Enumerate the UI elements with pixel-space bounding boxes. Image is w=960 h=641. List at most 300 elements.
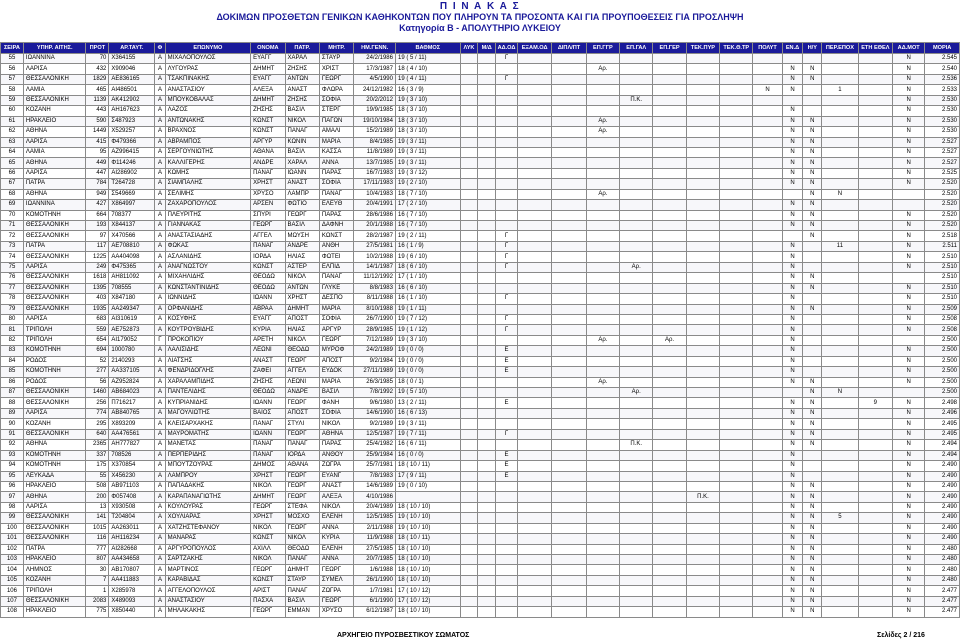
table-cell [478,252,496,262]
table-cell: 2.477 [925,586,960,596]
table-cell [620,64,653,74]
table-cell: 60 [1,106,24,116]
table-cell: 2.533 [925,85,960,95]
table-cell [460,419,478,429]
table-cell: 28/9/1985 [354,325,396,335]
table-cell: 19 ( 10 / 10) [395,523,460,533]
table-cell [517,534,551,544]
table-cell [822,221,858,231]
table-cell: 427 [86,200,109,210]
table-cell [653,607,686,617]
table-cell: ΣΟΦΙΑ [319,314,353,324]
table-cell: Α [155,74,165,84]
table-cell: Γ [155,335,165,345]
table-cell [620,346,653,356]
table-cell: 6/1/1990 [354,596,396,606]
table-cell [720,492,753,502]
table-cell: ΑΓΓΕΛΟΠΟΥΛΟΣ [165,586,250,596]
table-cell: 19 ( 3 / 11) [395,137,460,147]
table-cell: 20/4/1989 [354,502,396,512]
table-cell [517,398,551,408]
page-subtitle: ΔΟΚΙΜΩΝ ΠΡΟΣΘΕΤΩΝ ΓΕΝΙΚΩΝ ΚΑΘΗΚΟΝΤΩΝ ΠΟΥ ΠΛΗΡΟΥΝ ΤΑ ΠΡΟΣΟΝΤΑ ΚΑΙ ΓΙΑ ΠΡΟΥΠΟΘΕΣΕΙΣ ΓΙΑ ΠΡΟΣΛΗΨΗ [216,12,744,22]
table-cell [822,398,858,408]
table-cell [858,95,892,105]
footer-organization: ΑΡΧΗΓΕΙΟ ΠΥΡΟΣΒΕΣΤΙΚΟΥ ΣΩΜΑΤΟΣ [337,632,470,639]
table-cell: ΚΑΡΑΒΙΔΑΣ [165,575,250,585]
table-cell [552,273,586,283]
table-cell [517,481,551,491]
table-cell [653,95,686,105]
table-cell [620,85,653,95]
table-cell: Α [155,168,165,178]
table-cell: 98 [1,502,24,512]
table-cell: Ν [782,408,803,418]
table-cell: Ν [803,200,822,210]
table-cell [517,607,551,617]
table-cell [858,502,892,512]
table-cell [720,555,753,565]
table-row [1,408,960,418]
table-cell [552,346,586,356]
table-cell [478,127,496,137]
table-cell: 18 ( 0 / 1) [395,377,460,387]
table-cell: Ν [782,158,803,168]
table-cell: 19 ( 0 / 0) [395,367,460,377]
table-cell: 2.510 [925,262,960,272]
table-cell [478,200,496,210]
table-cell [803,95,822,105]
table-cell: ΑΝΔΡΕ [285,388,319,398]
table-cell [460,127,478,137]
table-cell: 1000780 [109,346,155,356]
table-cell [620,314,653,324]
table-cell: 5 [822,513,858,523]
table-cell: 106 [1,586,24,596]
table-cell [496,388,518,398]
table-cell: 4/10/1986 [354,492,396,502]
table-cell: Χ909046 [109,64,155,74]
table-cell [517,586,551,596]
table-cell [753,607,782,617]
table-cell: ΚΑΛΛΙΓΕΡΗΣ [165,158,250,168]
table-cell: Ε [496,367,518,377]
table-cell: ΑΒ170807 [109,565,155,575]
table-cell [620,283,653,293]
table-cell: ΑΑ263011 [109,523,155,533]
table-cell [720,189,753,199]
table-cell [653,440,686,450]
table-cell: 784 [86,179,109,189]
table-cell: Α [155,356,165,366]
table-row [1,607,960,617]
table-cell: ΚΟΜΟΤΗΝΗ [23,346,86,356]
table-cell: ΑΘΗΝΑ [23,127,86,137]
table-cell: ΒΑΣΙΛ [285,147,319,157]
table-cell [517,137,551,147]
table-cell: ΑΗ811092 [109,273,155,283]
table-cell: ΑΑ434658 [109,555,155,565]
table-cell: Ν [893,304,925,314]
table-cell: ΘΕΟΔΩ [251,283,285,293]
table-cell [686,513,719,523]
table-cell [822,471,858,481]
table-cell [858,241,892,251]
table-cell [552,596,586,606]
table-cell [753,241,782,251]
table-cell: 337 [86,450,109,460]
table-cell [858,565,892,575]
table-cell: ΑΡΓΥΡ [251,137,285,147]
table-cell: 200 [86,492,109,502]
table-cell [478,461,496,471]
table-cell [653,544,686,554]
table-cell: Ν [782,106,803,116]
column-header: ΠΟΛΥΤ [753,43,782,54]
table-cell [586,325,619,335]
table-cell: 2.510 [925,252,960,262]
table-cell: Α [155,294,165,304]
table-cell: ΔΗΜΗΤ [285,565,319,575]
table-cell: 20/4/1991 [354,200,396,210]
table-cell: Ν [803,544,822,554]
table-cell: ΛΑΜΙΑ [23,85,86,95]
table-cell: 18 ( 10 / 11) [395,461,460,471]
table-cell: ΝΙΚΟΛ [251,523,285,533]
table-cell [686,210,719,220]
table-cell [552,461,586,471]
table-cell [753,346,782,356]
table-cell [552,586,586,596]
table-cell: Ν [893,481,925,491]
table-cell [653,325,686,335]
table-cell: 508 [86,481,109,491]
table-cell [858,429,892,439]
table-cell: Ν [782,74,803,84]
column-header: Μ/Δ [478,43,496,54]
table-cell [686,189,719,199]
table-cell [686,283,719,293]
table-cell: ΑΒ840765 [109,408,155,418]
table-cell: 19 ( 5 / 11) [395,54,460,64]
table-cell: 774 [86,408,109,418]
table-cell [460,200,478,210]
table-cell [460,377,478,387]
table-cell: Ν [782,419,803,429]
table-cell [653,231,686,241]
table-cell [822,273,858,283]
table-cell: ΘΕΣΣΑΛΟΝΙΚΗ [23,398,86,408]
table-cell [460,314,478,324]
table-cell [460,388,478,398]
table-cell [858,450,892,460]
table-cell: ΛΑΛΙΣΙΔΗΣ [165,346,250,356]
table-cell: ΑΖ996415 [109,147,155,157]
table-cell: ΧΡΙΣΤ [319,64,353,74]
table-cell: ΑΣΤΕΡ [285,262,319,272]
table-cell: 24/12/1982 [354,85,396,95]
table-cell: Αρ. [586,116,619,126]
table-cell [586,450,619,460]
table-cell [858,408,892,418]
table-cell [496,283,518,293]
table-cell: ΤΣΑΚΠΙΝΑΚΗΣ [165,74,250,84]
table-row [1,158,960,168]
table-cell: ΓΕΩΡΓ [319,596,353,606]
table-cell [586,481,619,491]
table-cell [460,189,478,199]
table-cell: 295 [86,419,109,429]
table-cell [782,388,803,398]
table-row [1,346,960,356]
table-cell: Ν [782,147,803,157]
table-cell [586,54,619,64]
table-cell: ΜΑΝΑΡΑΣ [165,534,250,544]
table-cell [460,408,478,418]
table-cell: ΠΑΡΑΣ [319,210,353,220]
table-cell [653,273,686,283]
table-cell [720,252,753,262]
table-cell [552,189,586,199]
table-cell [753,513,782,523]
table-row [1,534,960,544]
table-row [1,294,960,304]
table-cell: ΤΡΙΠΟΛΗ [23,586,86,596]
table-cell: ΠΑΝΑΓ [285,440,319,450]
table-cell: Α [155,575,165,585]
table-cell: Ν [893,283,925,293]
table-cell: Γ [496,231,518,241]
column-header: ΜΟΡΙΑ [925,43,960,54]
table-cell [653,283,686,293]
table-cell [517,314,551,324]
table-cell [586,85,619,95]
table-cell: 18 ( 10 / 10) [395,575,460,585]
table-cell: Γ [496,325,518,335]
table-cell [586,304,619,314]
table-cell [460,429,478,439]
table-cell: Α [155,54,165,64]
table-cell: Ν [782,565,803,575]
table-cell [858,377,892,387]
table-cell [753,137,782,147]
table-cell: ΙΟΡΔΑ [251,252,285,262]
table-cell [620,471,653,481]
table-cell [720,168,753,178]
table-cell: Ν [782,377,803,387]
table-cell: ΕΜΜΑΝ [285,607,319,617]
table-cell [686,294,719,304]
table-cell: Ν [803,189,822,199]
table-cell [822,283,858,293]
table-cell [653,179,686,189]
table-cell [586,440,619,450]
table-cell: 19 ( 2 / 11) [395,231,460,241]
table-cell: 2.477 [925,596,960,606]
table-cell: ΘΕΣΣΑΛΟΝΙΚΗ [23,231,86,241]
table-cell: ΜΠΟΥΤΖΟΥΡΑΣ [165,461,250,471]
table-cell [858,325,892,335]
table-cell [460,137,478,147]
table-cell [552,607,586,617]
table-cell: Ν [782,534,803,544]
table-cell: 19 ( 6 / 10) [395,252,460,262]
column-header: ΕΝ.Δ [782,43,803,54]
table-cell [620,304,653,314]
table-cell [858,283,892,293]
table-cell: 2.511 [925,241,960,251]
table-cell: ΕΥΔΟΚ [319,367,353,377]
table-cell: 25/9/1984 [354,450,396,460]
table-cell: Π.Κ. [686,492,719,502]
table-cell [720,335,753,345]
table-cell [517,221,551,231]
table-cell: Α [155,513,165,523]
table-cell: Ν [803,398,822,408]
table-cell: ΘΕΟΔΩ [251,273,285,283]
table-cell: Ν [803,388,822,398]
table-cell: 95 [86,147,109,157]
table-cell [822,461,858,471]
table-cell: ΟΡΦΑΝΙΔΗΣ [165,304,250,314]
table-cell [720,85,753,95]
table-cell [460,461,478,471]
table-cell: Ν [803,64,822,74]
table-cell: Ν [782,116,803,126]
table-cell: ΛΥΓΟΥΡΑΣ [165,64,250,74]
table-cell [893,335,925,345]
table-cell: 105 [1,575,24,585]
table-cell [686,147,719,157]
table-row [1,273,960,283]
table-cell [858,346,892,356]
table-cell: 17 ( 1 / 10) [395,273,460,283]
table-cell: ΖΗΣΗΣ [251,377,285,387]
table-cell: 89 [1,408,24,418]
table-cell [686,64,719,74]
table-cell: Ν [782,544,803,554]
table-cell: ΘΕΟΔΩ [285,544,319,554]
table-cell [858,596,892,606]
table-cell: Ν [893,346,925,356]
table-cell [720,461,753,471]
table-cell: ΜΑΡΙΑ [319,137,353,147]
table-cell: 18 ( 10 / 10) [395,565,460,575]
table-cell [460,398,478,408]
table-cell [653,314,686,324]
table-cell: ΙΩΑΝΝ [251,398,285,408]
table-cell: 559 [86,325,109,335]
table-cell [720,179,753,189]
table-cell: 16 ( 6 / 11) [395,440,460,450]
table-cell [653,513,686,523]
table-cell [478,179,496,189]
table-cell: 19 ( 7 / 12) [395,314,460,324]
table-cell: 69 [1,200,24,210]
table-cell: 1395 [86,283,109,293]
table-cell: ΚΟΖΑΝΗ [23,575,86,585]
table-cell: 16 ( 7 / 10) [395,210,460,220]
table-cell [753,335,782,345]
table-cell: ΜΑΥΡΟΜΑΤΗΣ [165,429,250,439]
table-cell [858,523,892,533]
table-cell [653,168,686,178]
table-cell [478,450,496,460]
table-cell [620,210,653,220]
table-cell: 2.494 [925,450,960,460]
table-cell: 18 ( 10 / 10) [395,544,460,554]
table-cell: Ν [782,471,803,481]
table-cell [858,200,892,210]
table-cell [720,471,753,481]
table-cell [620,179,653,189]
table-cell: ΦΕΝΔΡΙΔΟΓΛΗΣ [165,367,250,377]
table-cell [720,356,753,366]
table-cell: ΑΝΑΣΤ [285,85,319,95]
table-cell: Ν [893,314,925,324]
table-row [1,314,960,324]
table-cell [552,534,586,544]
table-cell [517,513,551,523]
table-cell: Ν [803,481,822,491]
table-row [1,388,960,398]
table-cell [460,596,478,606]
table-cell [753,168,782,178]
table-cell: 74 [1,252,24,262]
table-cell: Ν [893,74,925,84]
table-cell: ΠΑΝΑΓ [251,419,285,429]
table-cell [753,596,782,606]
table-cell [478,502,496,512]
table-cell: 27/11/1989 [354,367,396,377]
table-cell [822,335,858,345]
table-cell [478,231,496,241]
table-row [1,231,960,241]
table-cell [858,127,892,137]
table-cell: 1139 [86,95,109,105]
table-row [1,127,960,137]
table-cell [686,262,719,272]
table-cell: 1449 [86,127,109,137]
table-cell [782,231,803,241]
table-cell: 8/8/1983 [354,283,396,293]
table-cell [803,346,822,356]
table-cell [720,200,753,210]
table-cell: ΜΑΝΕΤΑΣ [165,440,250,450]
table-cell: Ν [782,221,803,231]
table-cell [686,200,719,210]
table-cell: Ν [782,325,803,335]
table-cell [803,294,822,304]
table-cell: Α [155,596,165,606]
table-cell: Ν [803,586,822,596]
table-cell [858,231,892,241]
table-cell: 95 [1,471,24,481]
table-cell: 56 [86,377,109,387]
table-cell: 8/4/1985 [354,137,396,147]
table-cell [586,273,619,283]
table-cell: ΑΘΗΝΑ [23,158,86,168]
table-cell: ΗΡΑΚΛΕΙΟ [23,607,86,617]
table-cell: ΜΗΛΑΚΑΚΗΣ [165,607,250,617]
table-cell [753,74,782,84]
table-cell [517,231,551,241]
table-cell: Ν [893,471,925,481]
table-cell: ΑΕ752873 [109,325,155,335]
table-cell [517,325,551,335]
table-cell: ΑΕ836165 [109,74,155,84]
table-row [1,252,960,262]
table-row [1,262,960,272]
